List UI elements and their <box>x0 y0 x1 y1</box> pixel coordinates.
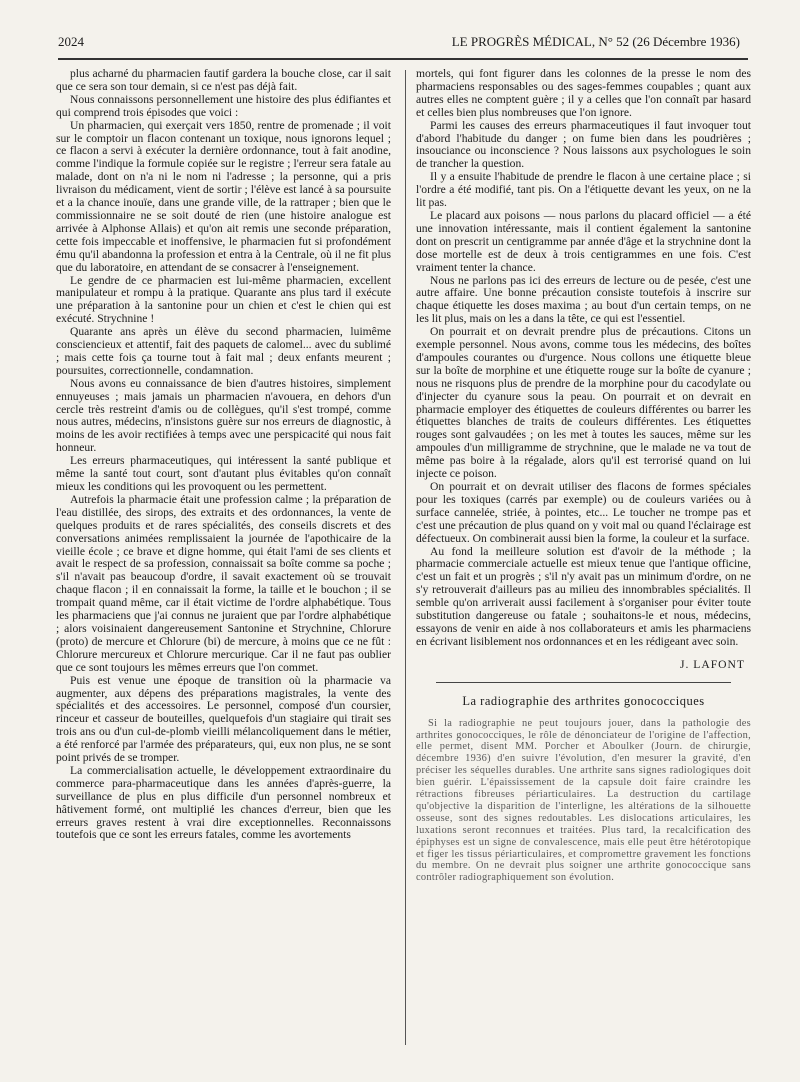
paragraph: Quarante ans après un élève du second pharmacien, luimême consciencieux et attentif, fait des paquets de calomel... avec du sublimé ; mais cette fois ça tourne tout à fait mal ; deux enfants meurent ; poursuites, correctionnelle, condamnation. <box>56 325 391 377</box>
page-number: 2024 <box>58 34 84 49</box>
left-column <box>56 68 391 842</box>
paragraph: Les erreurs pharmaceutiques, qui intéressent la santé publique et même la santé tout court, sont d'autant plus évitables qu'on connaît mieux les conditions qui les provoquent ou les permettent. <box>56 454 391 493</box>
paragraph: Au fond la meilleure solution est d'avoir de la méthode ; la pharmacie commerciale actuelle est mieux tenue que l'antique officine, c'est un fait et un progrès ; s'il n'y avait pas un minimum d'ordre, on ne s'y retrouverait d'ailleurs pas au milieu des innombrables spécialités. Il semble qu'on arriverait aussi facilement à s'organiser pour éviter toute substitution dangereuse ou fatale ; souhaitons-le et nous, médecins, essayons de venir en aide à nos collaborateurs et amis les pharmaciens en écrivant lisiblement nos ordonnances et en les rédigeant avec soin. <box>416 544 751 648</box>
paragraph: On pourrait et on devrait prendre plus de précautions. Citons un exemple personnel. Nous avons, comme tous les médecins, des boîtes d'ampoules courantes ou d'urgence. Nous collons une étiquette bleue sur la boîte de morphine et une étiquette rouge sur la boîte de cyanure ; nous ne risquons plus de prendre de la morphine pour du cacodylate ou d'injecter du cyanure sous la peau. On pourrait et on devrait en pharmacie employer des étiquettes de couleurs différentes ou barrer les étiquettes blanches de traits de couleurs différentes. Les étiquettes rouges sont galvaudées ; on les met à toutes les sauces, même sur les ampoules d'un milligramme de strychnine, que le malade ne va tout de même pas boire à la régalade, alors qu'il est terrorisé quand on lui injecte ce poison. <box>416 325 751 481</box>
paragraph: On pourrait et on devrait utiliser des flacons de formes spéciales pour les toxiques (carrés par exemple) ou de couleurs variées ou à surface cannelée, striée, à pointes, etc... Le toucher ne trompe pas et c'est une précaution de plus quand on y voit mal ou quand l'éclairage est défectueux. On combinerait aussi bien la forme, la couleur et la surface. <box>416 480 751 545</box>
right-column <box>416 68 751 884</box>
paragraph: Nous ne parlons pas ici des erreurs de lecture ou de pesée, c'est une autre affaire. Une bonne précaution consiste toutefois à inscrire sur chaque étiquette les doses maxima ; au bout d'un certain temps, on ne les lit plus, mais on les a dans la tête, ce qui est l'essentiel. <box>416 273 751 326</box>
paragraph: Parmi les causes des erreurs pharmaceutiques il faut invoquer tout d'abord l'habitude du danger ; on fume bien dans les poudrières ; insouciance ou inconscience ? Nous laissons aux psychologues le soin de trancher la question. <box>416 118 751 171</box>
paragraph: Autrefois la pharmacie était une profession calme ; la préparation de l'eau distillée, des sirops, des extraits et des ordonnances, la vente de quelques produits et de rares spécialités, des conseils discrets et des conversations animées remplissaient la journée de l'apothicaire de la vieille école ; ce brave et digne homme, qui était l'ami de ses clients et avait le respect de sa profession, connaissait sa boîte comme sa poche ; s'il n'avait pas beaucoup d'ordre, il savait exactement où se trouvait chaque flacon ; il en connaissait la forme, la taille et le bouchon ; il se trompait quand même, car il était victime de l'ordre alphabétique. Tous les pharmaciens que j'ai connus ne juraient que par l'ordre alphabétique ; alors voisinaient dangereusement Santonine et Strychnine, Chlorure (proto) de mercure et Chlorure (bi) de mercure, à moins que ce ne fût : Chlorure mercureux et Chlorure mercurique. Car il ne faut pas oublier que ce sont toujours les mêmes erreurs que l'on commet. <box>56 492 391 674</box>
paragraph: Si la radiographie ne peut toujours jouer, dans la pathologie des arthrites gonococciques, le rôle de dénonciateur de l'origine de l'affection, elle permet, disent MM. Porcher et Aboulker (Journ. de chirurgie, décembre 1936) d'en suivre l'évolution, d'en mesurer la gravité, d'en préciser les séquelles durables. Une arthrite sans signes radiologiques doit bien guérir. L'épaississement de la capsule doit faire craindre les rétractions fibreuses périarticulaires. La destruction du cartilage qu'objective la disparition de l'interligne, les altérations de la silhouette osseuse, sont des signes redoutables. Les dislocations articulaires, les luxations seront reconnues et traitées. Plus tard, la recalcification des épiphyses est un signe de convalescence, mais elle peut être hétérotopique et figer les tissus périarticulaires, et compromettre gravement les fonctions du membre. On ne devrait plus soigner une arthrite gonococcique sans contrôler radiographiquement son évolution. <box>416 717 751 884</box>
page-header <box>58 34 740 54</box>
journal-title: LE PROGRÈS MÉDICAL, N° 52 (26 Décembre 1936) <box>451 34 740 49</box>
author-signature: J. LAFONT <box>679 657 745 671</box>
section-separator <box>436 682 731 683</box>
paragraph: La commercialisation actuelle, le développement extraordinaire du commerce para-pharmaceutique dans les années d'après-guerre, la surveillance de plus en plus difficile d'un personnel nombreux et hâtivement formé, ont multiplié les chances d'erreur, bien que les erreurs graves restent à vrai dire exceptionnelles. Reconnaissons toutefois que ce sont les erreurs fatales, comme les avortements <box>56 763 391 842</box>
section-title: La radiographie des arthrites gonococciques <box>462 693 705 708</box>
section-body <box>416 718 751 885</box>
paragraph: mortels, qui font figurer dans les colonnes de la presse le nom des pharmaciens responsables ou des sages-femmes coupables ; quant aux autres elles ne comptent guère ; il y a celles que l'on connaît par hasard et celles bien plus nombreuses que l'on ignore. <box>416 67 751 119</box>
paragraph: Il y a ensuite l'habitude de prendre le flacon à une certaine place ; si l'ordre a été modifié, tant pis. On a l'étiquette devant les yeux, on ne la lit pas. <box>416 170 751 210</box>
paragraph: plus acharné du pharmacien fautif gardera la bouche close, car il sait que ce sera son tour demain, si ce n'est pas déjà fait. <box>56 67 391 93</box>
column-divider <box>405 70 406 1045</box>
paragraph: Un pharmacien, qui exerçait vers 1850, rentre de promenade ; il voit sur le comptoir un flacon contenant un toxique, nous ignorons lequel ; ce flacon a servi à exécuter la dernière ordonnance, tout à fait anodine, comme l'indique la formule copiée sur le registre ; l'erreur sera fatale au malade, dont on n'a ni le nom ni l'adresse ; la personne, qui a pris livraison du médicament, vient de sortir ; l'élève est lancé à sa poursuite et a la chance inouïe, dans une grande ville, de la rattraper ; bien que le commissionnaire ne se soit douté de rien (une histoire analogue est arrivée à Alphonse Allais) et qu'on ait remis une seconde préparation, cette fois impeccable et inoffensive, le pharmacien fut si profondément ému qu'il abandonna la profession et entra à la Centrale, où il ne fit plus que du laboratoire, en attendant de se consacrer à l'enseignement. <box>56 118 391 274</box>
paragraph: Le placard aux poisons — nous parlons du placard officiel — a été une innovation intéressante, mais il contient également la santonine dont on prescrit un centigramme par année d'âge et la strychnine dont la dose mortelle est de deux à trois centigrammes en une fois. C'est vraiment tenter la chance. <box>416 208 751 274</box>
paragraph: Puis est venue une époque de transition où la pharmacie va augmenter, aux dépens des préparations magistrales, la vente des spécialités et des accessoires. Le personnel, composé d'un coursier, rinceur et casseur de bouteilles, quelquefois d'un stagiaire qui tirait ses trois ans ou d'un cul-de-plomb vieilli mélancoliquement dans le métier, a été renforcé par l'armée des préparateurs, qui, eux non plus, ne se sont point privés de se tromper. <box>56 673 391 765</box>
paragraph: Nous avons eu connaissance de bien d'autres histoires, simplement ennuyeuses ; mais jamais un pharmacien n'avouera, en dehors d'un cercle très restreint d'amis ou de collègues, qu'il s'est trompé, comme nous autres, médecins, n'insistons guère sur nos erreurs de diagnostic, à moins de les avoir rectifiées à temps avec une perspicacité qui nous fait honneur. <box>56 376 391 455</box>
header-rule <box>58 58 748 60</box>
paragraph: Nous connaissons personnellement une histoire des plus édifiantes et qui comprend trois épisodes que voici : <box>56 92 391 119</box>
paragraph: Le gendre de ce pharmacien est lui-même pharmacien, excellent manipulateur et rompu à la pratique. Quarante ans plus tard il exécute une préparation à la santonine pour un chien et c'est le chien qui est exécuté. Strychnine ! <box>56 273 391 326</box>
